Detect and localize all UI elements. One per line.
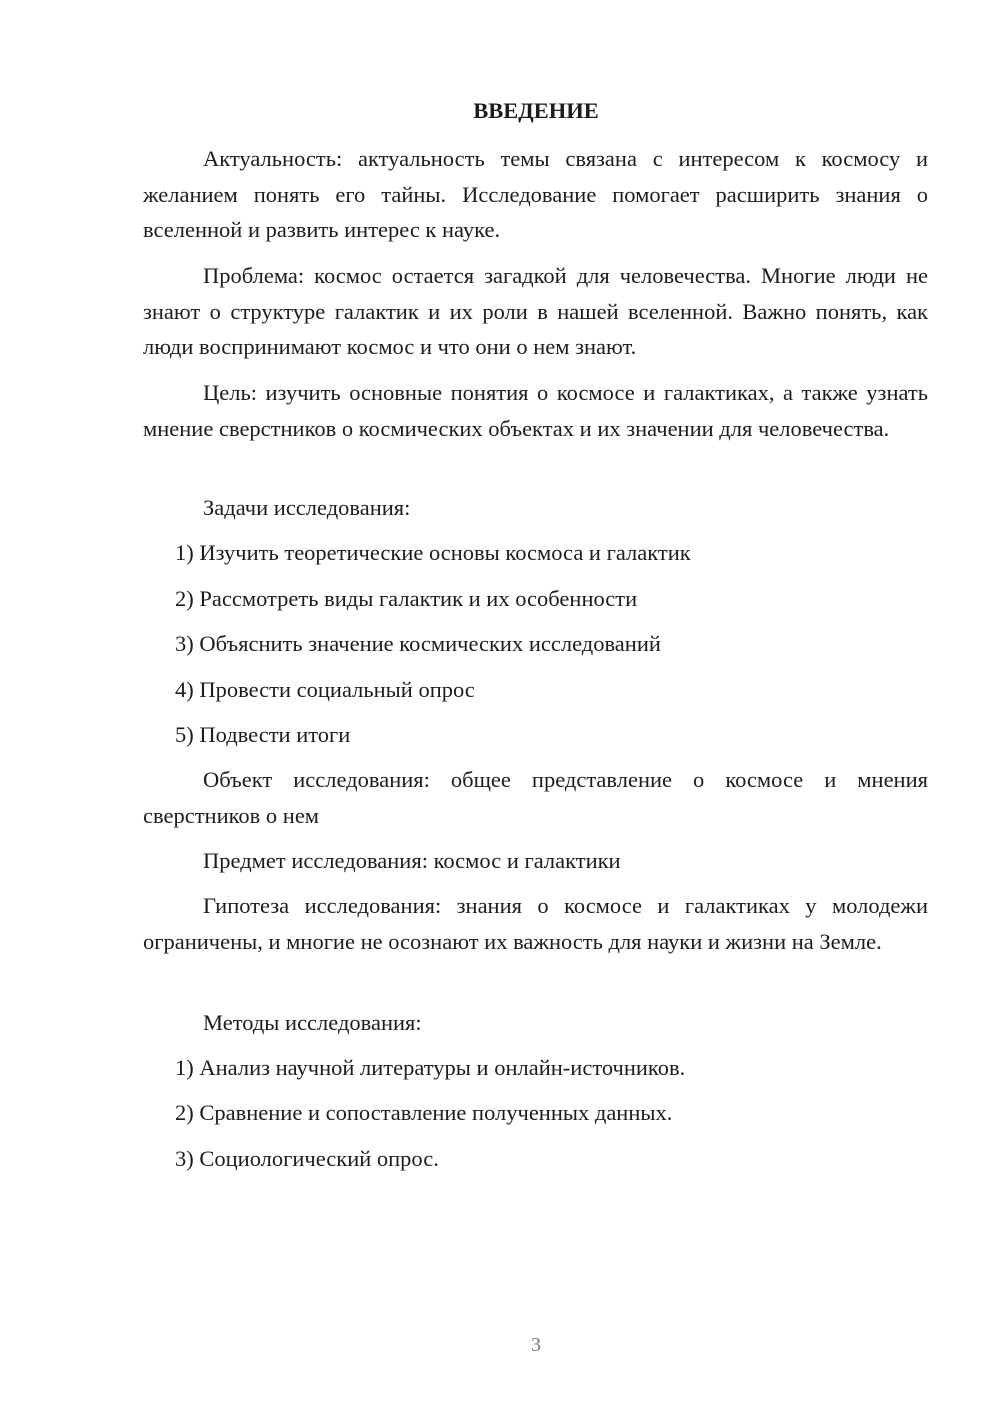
goal-paragraph: Цель: изучить основные понятия о космосе и галактиках, а также узнать мнение сверстников о космических объектах и их значении для человечества. <box>143 380 928 441</box>
task-item-3: 3) Объяснить значение космических исследований <box>175 631 661 656</box>
tasks-heading: Задачи исследования: <box>203 495 411 520</box>
section-title: ВВЕДЕНИЕ <box>473 98 599 123</box>
hypothesis-paragraph: Гипотеза исследования: знания о космосе и галактиках у молодежи ограничены, и многие не осознают их важность для науки и жизни на Земле. <box>143 893 928 954</box>
task-item-2: 2) Рассмотреть виды галактик и их особенности <box>175 586 638 611</box>
problem-paragraph: Проблема: космос остается загадкой для человечества. Многие люди не знают о структуре галактик и их роли в нашей вселенной. Важно понять, как люди воспринимают космос и что они о нем знают. <box>143 263 928 359</box>
subject-paragraph: Предмет исследования: космос и галактики <box>203 848 621 873</box>
task-item-1: 1) Изучить теоретические основы космоса и галактик <box>175 540 691 565</box>
page-number: 3 <box>531 1334 541 1356</box>
task-item-4: 4) Провести социальный опрос <box>175 677 475 702</box>
method-item-2: 2) Сравнение и сопоставление полученных данных. <box>175 1100 673 1125</box>
methods-heading: Методы исследования: <box>203 1010 422 1035</box>
method-item-3: 3) Социологический опрос. <box>175 1146 439 1171</box>
object-paragraph: Объект исследования: общее представление о космосе и мнения сверстников о нем <box>143 767 928 828</box>
method-item-1: 1) Анализ научной литературы и онлайн-источников. <box>175 1055 686 1080</box>
task-item-5: 5) Подвести итоги <box>175 722 351 747</box>
relevance-paragraph: Актуальность: актуальность темы связана с интересом к космосу и желанием понять его тайны. Исследование помогает расширить знания о вселенной и развить интерес к науке. <box>143 146 928 242</box>
